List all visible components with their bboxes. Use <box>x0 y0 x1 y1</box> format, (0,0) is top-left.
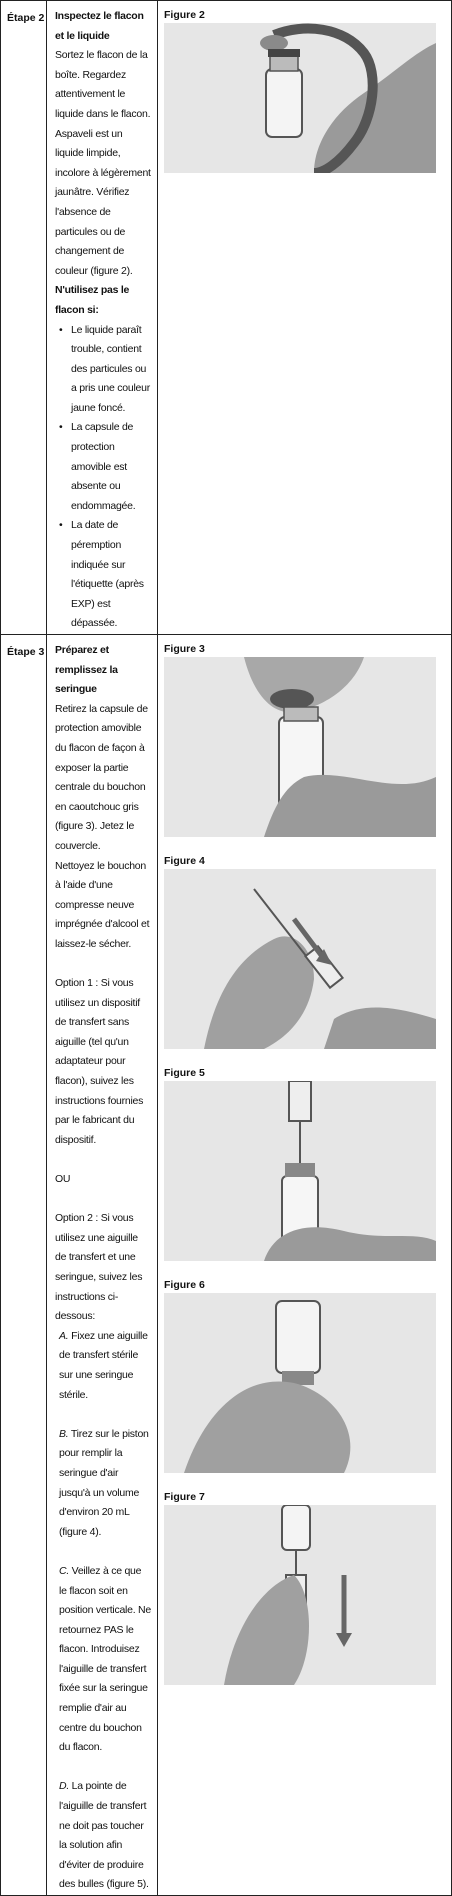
step-2-title: Inspectez le flacon et le liquide <box>55 10 144 42</box>
step-2-label-text: Étape 2 <box>7 12 45 24</box>
step-3-title: Préparez et remplissez la seringue <box>55 644 118 696</box>
substep-a <box>55 1327 151 1405</box>
figure-5 <box>164 1065 451 1261</box>
substep-letter: D. <box>59 1780 69 1793</box>
fill-syringe-air-illustration <box>164 869 436 1049</box>
substep-c <box>55 1562 151 1758</box>
figure-4-label: Figure 4 <box>164 855 205 867</box>
step-3-option-1: Option 1 : Si vous utilisez un dispositif de transfert sans aiguille (tel qu'un adaptateur pour flacon), suivez les instructions fournies par le fabricant du dispositif. <box>55 977 144 1146</box>
list-item: • Le liquide paraît trouble, contient des particules ou a pris une couleur jaune foncé. <box>63 321 151 419</box>
substep-text: Tirez sur le piston pour remplir la seringue d'air jusqu'à un volume d'environ 20 mL (figure 4). <box>59 1427 149 1538</box>
figure-2-label: Figure 2 <box>164 9 205 21</box>
figure-5-label: Figure 5 <box>164 1067 205 1079</box>
step-3-label-text: Étape 3 <box>7 646 45 658</box>
step-3-para-2: Nettoyez le bouchon à l'aide d'une compresse neuve imprégnée d'alcool et laissez-le sécher. <box>55 859 150 950</box>
step-3-figures <box>158 635 452 1896</box>
figure-3-label: Figure 3 <box>164 643 205 655</box>
list-item: • La capsule de protection amovible est absente ou endommagée. <box>63 418 151 516</box>
substep-d <box>55 1777 151 1895</box>
substep-letter: A. <box>59 1329 69 1342</box>
figure-7 <box>164 1489 451 1685</box>
figure-6-label: Figure 6 <box>164 1279 205 1291</box>
remove-vial-cap-illustration <box>164 657 436 837</box>
step-2-figures <box>158 1 452 635</box>
step-3-row <box>1 635 452 1896</box>
figure-6 <box>164 1277 451 1473</box>
substep-b <box>55 1425 151 1543</box>
step-2-intro: Sortez le flacon de la boîte. Regardez attentivement le liquide dans le flacon. Aspaveli est un liquide limpide, incolore à légèrement jaunâtre. Vérifiez l'absence de particules ou de changement de couleur (figure 2). <box>55 49 151 277</box>
substep-text: Veillez à ce que le flacon soit en position verticale. Ne retournez PAS le flacon. Introduisez l'aiguille de transfert fixée sur la seringue remplie d'air au centre du bouchon du flacon. <box>59 1564 151 1754</box>
list-item: • La date de péremption indiquée sur l'étiquette (après EXP) est dépassée. <box>63 516 151 634</box>
needle-into-upright-vial-illustration <box>164 1081 436 1261</box>
step-3-or: OU <box>55 1173 71 1186</box>
substep-text: La pointe de l'aiguille de transfert ne doit pas toucher la solution afin d'éviter de produire des bulles (figure 5). <box>59 1780 149 1891</box>
step-3-option-2: Option 2 : Si vous utilisez une aiguille de transfert et une seringue, suivez les instructions ci-dessous: <box>55 1212 143 1323</box>
figure-4 <box>164 853 451 1049</box>
figure-7-label: Figure 7 <box>164 1491 205 1503</box>
step-2-row <box>1 1 452 635</box>
step-3-label <box>1 635 47 1896</box>
step-2-instructions <box>47 1 158 635</box>
substep-letter: B. <box>59 1427 69 1440</box>
step-3-para-1: Retirez la capsule de protection amovible du flacon de façon à exposer la partie centrale du bouchon en caoutchouc gris (figure 3). Jetez le couvercle. <box>55 702 148 852</box>
inverted-vial-syringe-illustration <box>164 1293 436 1473</box>
step-2-label <box>1 1 47 635</box>
substep-letter: C. <box>59 1564 69 1577</box>
figure-3 <box>164 641 451 837</box>
step-2-warning: N'utilisez pas le flacon si: <box>55 284 130 316</box>
step-3-instructions <box>47 635 158 1896</box>
withdraw-solution-illustration <box>164 1505 436 1685</box>
substep-text: Fixez une aiguille de transfert stérile sur une seringue stérile. <box>59 1329 148 1401</box>
hand-holding-vial-illustration <box>164 23 436 173</box>
figure-2 <box>164 7 451 173</box>
step-2-bullet-list <box>55 321 151 635</box>
